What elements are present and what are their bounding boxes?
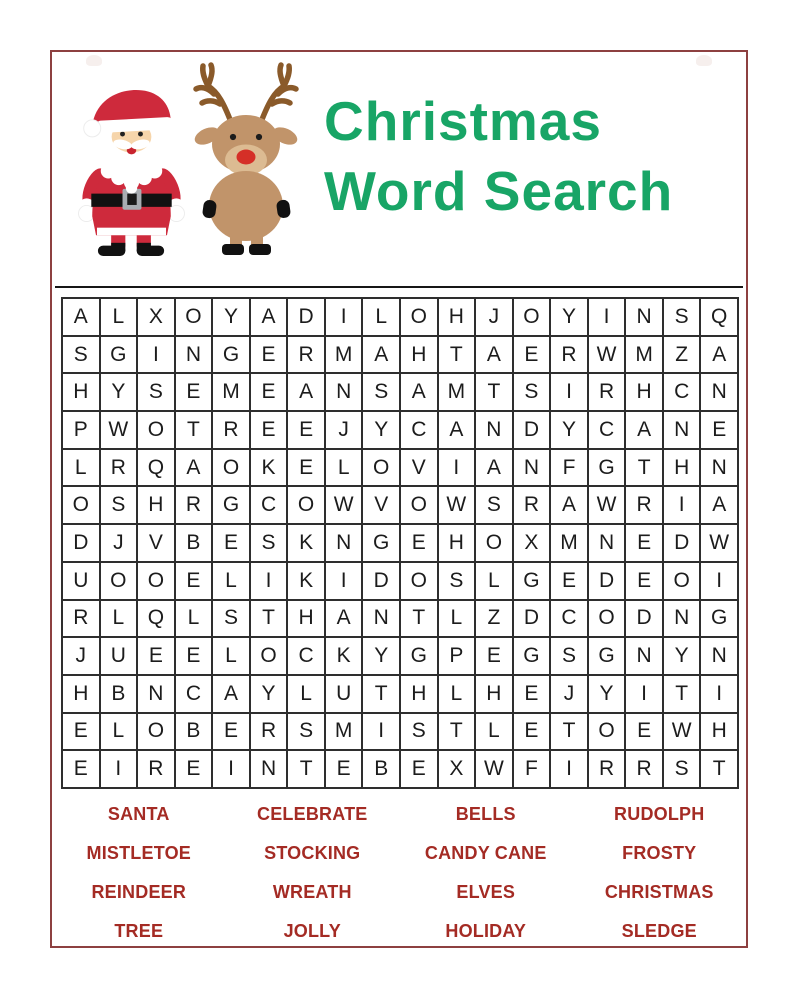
grid-cell: O	[475, 524, 513, 562]
grid-cell: E	[625, 562, 663, 600]
grid-cell: V	[362, 486, 400, 524]
grid-cell: A	[250, 298, 288, 336]
grid-cell: D	[362, 562, 400, 600]
grid-cell: T	[362, 675, 400, 713]
grid-cell: K	[250, 449, 288, 487]
grid-cell: E	[137, 637, 175, 675]
grid-cell: I	[700, 562, 738, 600]
grid-cell: I	[438, 449, 476, 487]
grid-cell: F	[513, 750, 551, 788]
grid-cell: Y	[100, 373, 138, 411]
grid-cell: O	[137, 411, 175, 449]
grid-cell: A	[325, 600, 363, 638]
grid-cell: H	[62, 373, 100, 411]
grid-cell: E	[550, 562, 588, 600]
grid-cell: R	[175, 486, 213, 524]
grid-cell: O	[175, 298, 213, 336]
word-item: RUDOLPH	[614, 804, 705, 824]
grid-cell: G	[100, 336, 138, 374]
grid-cell: E	[625, 524, 663, 562]
grid-cell: U	[62, 562, 100, 600]
grid-cell: Y	[588, 675, 626, 713]
grid-cell: T	[400, 600, 438, 638]
grid-cell: C	[663, 373, 701, 411]
grid-cell: N	[175, 336, 213, 374]
grid-cell: E	[250, 373, 288, 411]
grid-cell: I	[325, 562, 363, 600]
grid-cell: M	[438, 373, 476, 411]
grid-cell: E	[475, 637, 513, 675]
grid-cell: T	[625, 449, 663, 487]
grid-cell: E	[513, 675, 551, 713]
grid-cell: S	[663, 750, 701, 788]
word-item: CHRISTMAS	[604, 882, 714, 902]
grid-cell: G	[513, 637, 551, 675]
grid-cell: H	[287, 600, 325, 638]
grid-cell: S	[550, 637, 588, 675]
grid-cell: K	[325, 637, 363, 675]
grid-cell: H	[438, 298, 476, 336]
grid-cell: X	[438, 750, 476, 788]
word-item: BELLS	[455, 804, 516, 824]
grid-cell: I	[362, 713, 400, 751]
grid-cell: L	[438, 675, 476, 713]
grid-cell: B	[175, 524, 213, 562]
grid-cell: E	[700, 411, 738, 449]
grid-cell: J	[475, 298, 513, 336]
print-artifact	[696, 55, 712, 66]
grid-cell: E	[175, 750, 213, 788]
grid-cell: Y	[212, 298, 250, 336]
grid-cell: A	[438, 411, 476, 449]
grid-cell: O	[588, 600, 626, 638]
grid-cell: S	[475, 486, 513, 524]
grid-cell: C	[588, 411, 626, 449]
grid-cell: L	[100, 298, 138, 336]
grid-cell: D	[588, 562, 626, 600]
grid-cell: R	[625, 486, 663, 524]
grid-cell: W	[100, 411, 138, 449]
grid-cell: O	[250, 637, 288, 675]
header-divider	[55, 286, 743, 288]
grid-cell: R	[62, 600, 100, 638]
grid-cell: D	[625, 600, 663, 638]
grid-cell: S	[362, 373, 400, 411]
grid-cell: N	[663, 411, 701, 449]
grid-cell: O	[362, 449, 400, 487]
grid-cell: M	[625, 336, 663, 374]
grid-cell: I	[663, 486, 701, 524]
grid-cell: L	[175, 600, 213, 638]
grid-cell: H	[137, 486, 175, 524]
grid-cell: M	[325, 713, 363, 751]
grid-cell: E	[250, 411, 288, 449]
grid-cell: L	[100, 713, 138, 751]
grid-cell: P	[438, 637, 476, 675]
grid-cell: M	[212, 373, 250, 411]
grid-cell: B	[100, 675, 138, 713]
grid-cell: E	[287, 411, 325, 449]
grid-cell: E	[513, 713, 551, 751]
grid-cell: S	[100, 486, 138, 524]
grid-cell: R	[212, 411, 250, 449]
grid-cell: W	[700, 524, 738, 562]
grid-cell: Q	[137, 600, 175, 638]
grid-cell: N	[700, 637, 738, 675]
grid-cell: Y	[550, 411, 588, 449]
grid-cell: E	[175, 637, 213, 675]
grid-cell: A	[175, 449, 213, 487]
reindeer-icon	[184, 60, 309, 256]
grid-cell: N	[475, 411, 513, 449]
grid-cell: K	[287, 524, 325, 562]
grid-cell: X	[137, 298, 175, 336]
grid-cell: N	[625, 637, 663, 675]
grid-cell: D	[62, 524, 100, 562]
grid-cell: L	[362, 298, 400, 336]
word-item: SANTA	[107, 804, 170, 824]
grid-cell: E	[400, 524, 438, 562]
grid-cell: V	[400, 449, 438, 487]
grid-cell: O	[62, 486, 100, 524]
grid-cell: Y	[362, 637, 400, 675]
grid-cell: O	[100, 562, 138, 600]
grid-cell: I	[700, 675, 738, 713]
santa-icon	[74, 82, 189, 257]
grid-cell: T	[438, 713, 476, 751]
grid-cell: N	[325, 373, 363, 411]
grid-cell: J	[550, 675, 588, 713]
grid-cell: C	[175, 675, 213, 713]
grid-cell: E	[175, 373, 213, 411]
grid-cell: T	[175, 411, 213, 449]
grid-cell: T	[550, 713, 588, 751]
grid-cell: Y	[663, 637, 701, 675]
grid-cell: G	[700, 600, 738, 638]
grid-cell: Y	[250, 675, 288, 713]
page-title-line2: Word Search	[324, 160, 674, 222]
grid-cell: W	[588, 336, 626, 374]
grid-cell: W	[325, 486, 363, 524]
grid-cell: O	[400, 486, 438, 524]
grid-cell: N	[588, 524, 626, 562]
grid-cell: E	[212, 713, 250, 751]
grid-cell: G	[400, 637, 438, 675]
grid-cell: C	[287, 637, 325, 675]
worksheet-page	[50, 50, 748, 948]
print-artifact	[86, 55, 102, 66]
grid-cell: W	[475, 750, 513, 788]
grid-cell: R	[550, 336, 588, 374]
grid-cell: A	[550, 486, 588, 524]
grid-cell: T	[700, 750, 738, 788]
grid-cell: W	[588, 486, 626, 524]
grid-cell: R	[137, 750, 175, 788]
grid-cell: A	[700, 486, 738, 524]
grid-cell: I	[250, 562, 288, 600]
grid-cell: Q	[137, 449, 175, 487]
grid-cell: N	[700, 373, 738, 411]
grid-cell: R	[588, 373, 626, 411]
grid-cell: L	[62, 449, 100, 487]
grid-cell: L	[100, 600, 138, 638]
grid-cell: V	[137, 524, 175, 562]
grid-cell: R	[513, 486, 551, 524]
grid-cell: J	[325, 411, 363, 449]
grid-cell: A	[362, 336, 400, 374]
grid-cell: L	[325, 449, 363, 487]
grid-cell: I	[100, 750, 138, 788]
word-item: REINDEER	[91, 882, 187, 902]
grid-cell: I	[550, 750, 588, 788]
grid-cell: S	[250, 524, 288, 562]
word-item: STOCKING	[264, 843, 361, 863]
grid-cell: A	[287, 373, 325, 411]
grid-cell: L	[438, 600, 476, 638]
grid-cell: Z	[663, 336, 701, 374]
grid-cell: F	[550, 449, 588, 487]
grid-cell: A	[400, 373, 438, 411]
grid-cell: G	[588, 637, 626, 675]
grid-cell: Y	[362, 411, 400, 449]
grid-cell: N	[513, 449, 551, 487]
grid-cell: H	[625, 373, 663, 411]
grid-cell: O	[513, 298, 551, 336]
grid-cell: A	[475, 336, 513, 374]
grid-cell: E	[625, 713, 663, 751]
grid-cell: E	[513, 336, 551, 374]
grid-cell: N	[625, 298, 663, 336]
grid-cell: A	[475, 449, 513, 487]
grid-cell: I	[550, 373, 588, 411]
grid-cell: A	[625, 411, 663, 449]
grid-cell: O	[137, 562, 175, 600]
grid-cell: G	[588, 449, 626, 487]
word-item: TREE	[114, 921, 164, 941]
grid-cell: W	[438, 486, 476, 524]
word-item: HOLIDAY	[445, 921, 527, 941]
grid-cell: W	[663, 713, 701, 751]
grid-cell: H	[400, 675, 438, 713]
grid-cell: I	[625, 675, 663, 713]
grid-cell: I	[588, 298, 626, 336]
grid-cell: T	[287, 750, 325, 788]
grid-cell: N	[137, 675, 175, 713]
grid-cell: O	[588, 713, 626, 751]
grid-cell: U	[325, 675, 363, 713]
grid-cell: S	[287, 713, 325, 751]
grid-cell: X	[513, 524, 551, 562]
grid-cell: H	[62, 675, 100, 713]
grid-cell: O	[137, 713, 175, 751]
grid-cell: K	[287, 562, 325, 600]
word-grid	[61, 297, 739, 789]
grid-cell: Z	[475, 600, 513, 638]
grid-cell: T	[475, 373, 513, 411]
grid-cell: H	[475, 675, 513, 713]
grid-cell: S	[400, 713, 438, 751]
grid-cell: O	[400, 298, 438, 336]
word-item: CANDY CANE	[424, 843, 547, 863]
grid-cell: O	[287, 486, 325, 524]
grid-cell: L	[287, 675, 325, 713]
grid-cell: G	[362, 524, 400, 562]
grid-cell: H	[438, 524, 476, 562]
grid-cell: Q	[700, 298, 738, 336]
grid-cell: A	[212, 675, 250, 713]
grid-cell: S	[137, 373, 175, 411]
grid-cell: L	[475, 713, 513, 751]
grid-cell: H	[700, 713, 738, 751]
grid-cell: I	[325, 298, 363, 336]
grid-cell: D	[287, 298, 325, 336]
grid-cell: L	[475, 562, 513, 600]
grid-cell: M	[325, 336, 363, 374]
grid-cell: E	[212, 524, 250, 562]
word-item: ELVES	[456, 882, 516, 902]
grid-cell: G	[212, 336, 250, 374]
word-item: CELEBRATE	[257, 804, 368, 824]
grid-cell: B	[175, 713, 213, 751]
word-item: MISTLETOE	[86, 843, 191, 863]
grid-cell: R	[588, 750, 626, 788]
grid-cell: A	[62, 298, 100, 336]
grid-cell: C	[550, 600, 588, 638]
grid-cell: I	[212, 750, 250, 788]
grid-cell: R	[100, 449, 138, 487]
grid-cell: D	[513, 600, 551, 638]
grid-cell: S	[212, 600, 250, 638]
grid-cell: N	[663, 600, 701, 638]
grid-cell: T	[250, 600, 288, 638]
grid-cell: E	[287, 449, 325, 487]
grid-cell: N	[362, 600, 400, 638]
grid-cell: J	[100, 524, 138, 562]
grid-cell: R	[625, 750, 663, 788]
grid-cell: A	[700, 336, 738, 374]
grid-cell: N	[250, 750, 288, 788]
grid-cell: N	[700, 449, 738, 487]
grid-cell: S	[663, 298, 701, 336]
grid-cell: E	[250, 336, 288, 374]
grid-cell: M	[550, 524, 588, 562]
page-title	[324, 86, 673, 226]
grid-cell: E	[62, 713, 100, 751]
grid-cell: P	[62, 411, 100, 449]
grid-cell: C	[250, 486, 288, 524]
grid-cell: Y	[550, 298, 588, 336]
grid-cell: E	[62, 750, 100, 788]
grid-cell: C	[400, 411, 438, 449]
word-item: JOLLY	[283, 921, 341, 941]
grid-cell: L	[212, 637, 250, 675]
word-item: FROSTY	[622, 843, 697, 863]
grid-cell: T	[438, 336, 476, 374]
word-item: SLEDGE	[621, 921, 697, 941]
grid-cell: E	[175, 562, 213, 600]
grid-cell: G	[212, 486, 250, 524]
page-title-line1: Christmas	[324, 90, 602, 152]
grid-cell: D	[513, 411, 551, 449]
grid-cell: O	[400, 562, 438, 600]
grid-cell: R	[250, 713, 288, 751]
grid-cell: L	[212, 562, 250, 600]
grid-cell: O	[663, 562, 701, 600]
grid-cell: E	[325, 750, 363, 788]
grid-cell: N	[325, 524, 363, 562]
grid-cell: T	[663, 675, 701, 713]
grid-cell: I	[137, 336, 175, 374]
grid-cell: S	[62, 336, 100, 374]
grid-cell: G	[513, 562, 551, 600]
grid-cell: E	[400, 750, 438, 788]
grid-cell: B	[362, 750, 400, 788]
grid-cell: J	[62, 637, 100, 675]
word-list	[52, 802, 746, 943]
grid-cell: H	[663, 449, 701, 487]
grid-cell: R	[287, 336, 325, 374]
word-item: WREATH	[272, 882, 352, 902]
grid-cell: O	[212, 449, 250, 487]
grid-cell: S	[513, 373, 551, 411]
grid-cell: H	[400, 336, 438, 374]
grid-cell: D	[663, 524, 701, 562]
grid-cell: S	[438, 562, 476, 600]
grid-cell: U	[100, 637, 138, 675]
